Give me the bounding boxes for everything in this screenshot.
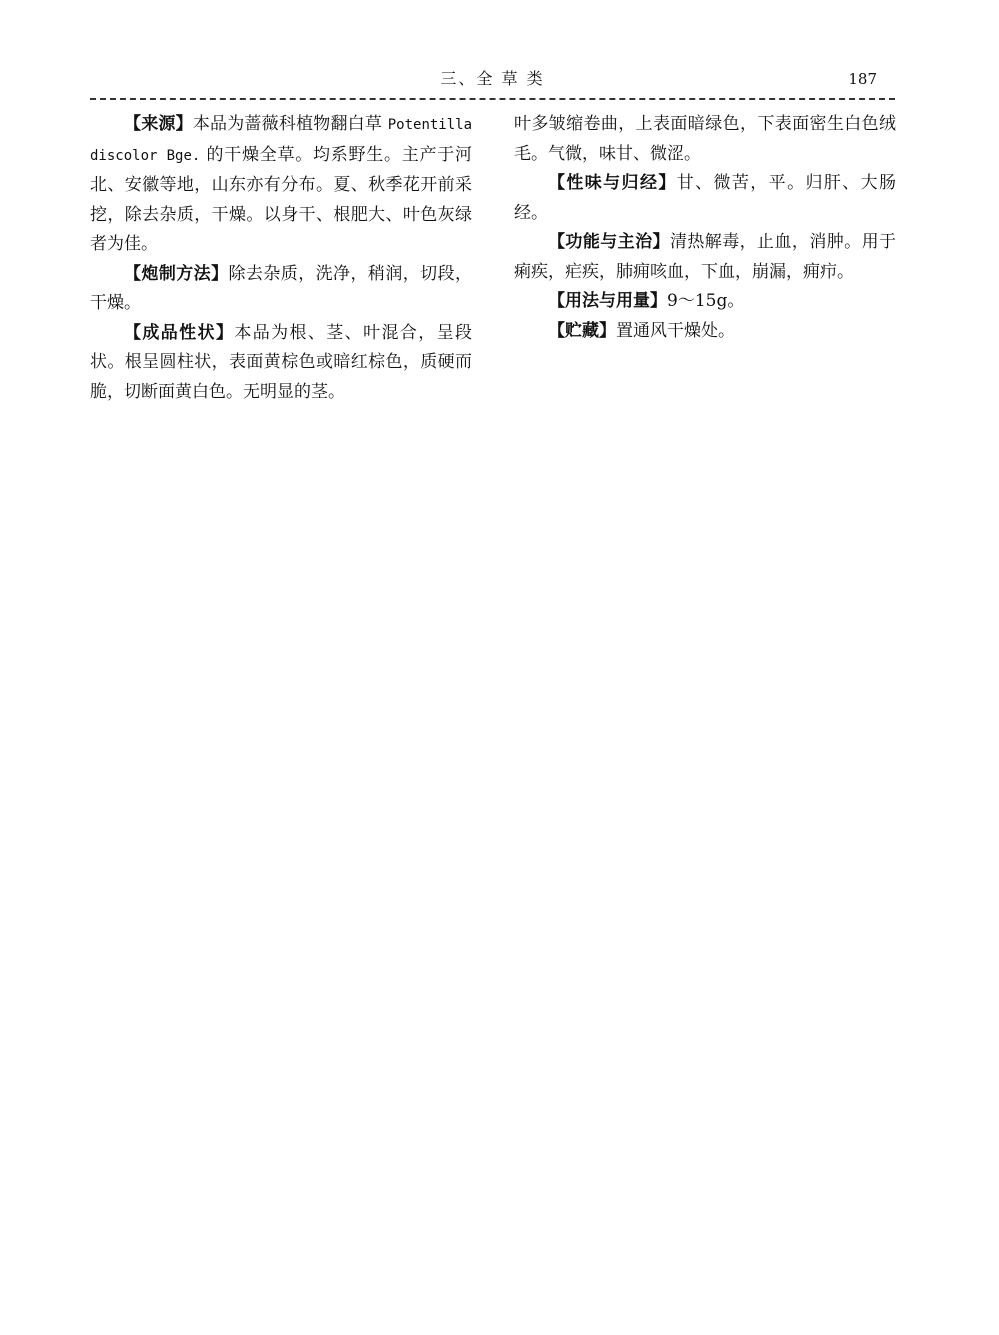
dosage-paragraph <box>514 287 896 317</box>
function-label: 【功能与主治】 <box>548 232 670 252</box>
storage-label: 【贮藏】 <box>548 320 616 341</box>
function-text: 清热解毒，止血，消肿。用于痢疾，疟疾，肺痈咳血，下血，崩漏，痈疖。 <box>514 232 897 282</box>
nature-label: 【性味与归经】 <box>548 173 677 193</box>
page-header <box>90 66 895 100</box>
processing-label: 【炮制方法】 <box>124 263 229 284</box>
storage-paragraph <box>514 317 896 347</box>
source-text-a: 本品为蔷薇科植物翻白草 <box>192 114 383 134</box>
running-head: 三、全 草 类 <box>440 69 545 88</box>
function-paragraph <box>514 228 896 287</box>
product-text: 本品为根、茎、叶混合，呈段状。根呈圆柱状，表面黄棕色或暗红棕色，质硬而脆，切断面黄白色。无明显的茎。 <box>90 322 473 402</box>
source-latin-name: Potentilla discolor Bge. <box>90 117 473 164</box>
dosage-label: 【用法与用量】 <box>548 291 667 311</box>
source-paragraph <box>90 110 472 260</box>
header-rule <box>90 98 895 100</box>
processing-text: 除去杂质，洗净，稍润，切段，干燥。 <box>90 263 473 313</box>
dosage-text: 9～15g。 <box>667 291 745 311</box>
source-label: 【来源】 <box>124 114 193 134</box>
product-label: 【成品性状】 <box>124 322 235 343</box>
source-text-b: 的干燥全草。均系野生。主产于河北、安徽等地，山东亦有分布。夏、秋季花开前采挖，除去杂质，干燥。以身干、根肥大、叶色灰绿者为佳。 <box>90 144 472 254</box>
nature-paragraph <box>514 169 896 228</box>
left-column <box>90 110 472 407</box>
processing-paragraph <box>90 260 472 319</box>
product-paragraph <box>90 319 472 408</box>
nature-text: 甘、微苦，平。归肝、大肠经。 <box>514 173 897 223</box>
continuation-paragraph: 叶多皱缩卷曲，上表面暗绿色，下表面密生白色绒毛。气微，味甘、微涩。 <box>514 114 896 164</box>
page-number: 187 <box>848 70 877 88</box>
right-column <box>514 110 896 346</box>
storage-text: 置通风干燥处。 <box>616 320 735 341</box>
